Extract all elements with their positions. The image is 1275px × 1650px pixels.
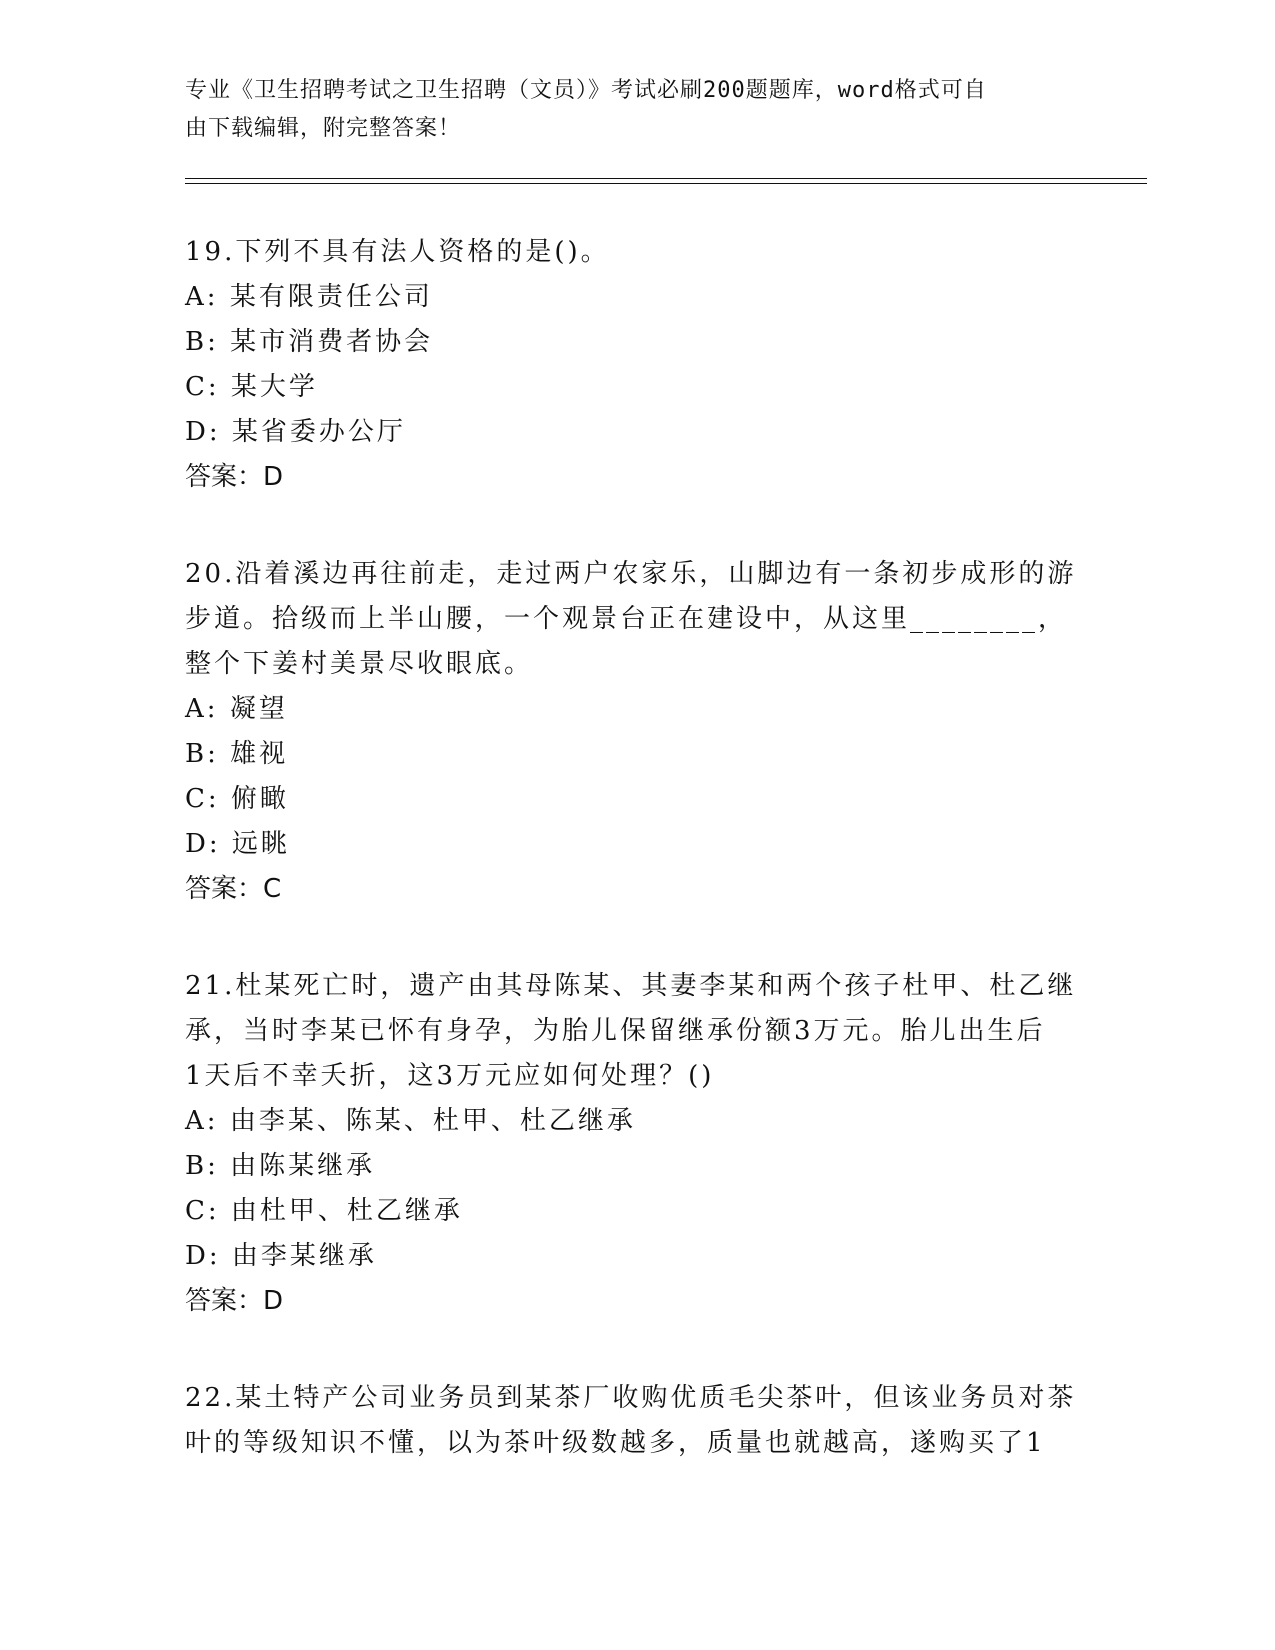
- option-key: D:: [185, 1241, 221, 1271]
- header-rule-bottom: [185, 183, 1147, 184]
- question-19: [185, 230, 1085, 500]
- question-stem-line: 21.杜某死亡时，遗产由其母陈某、其妻李某和两个孩子杜甲、杜乙继: [185, 971, 1077, 1001]
- option-b: [185, 1144, 1085, 1189]
- option-text: 远眺: [231, 829, 290, 859]
- header-line-2: 由下载编辑，附完整答案！: [185, 116, 462, 141]
- option-text: 某省委办公厅: [231, 417, 406, 447]
- option-text: 俯瞰: [230, 784, 289, 814]
- option-text: 某有限责任公司: [229, 282, 433, 312]
- document-header: [185, 72, 1065, 148]
- question-stem-line: 承，当时李某已怀有身孕，为胎儿保留继承份额3万元。胎儿出生后: [185, 1016, 1046, 1046]
- option-key: B:: [185, 327, 219, 357]
- answer-line: 答案：C: [185, 874, 282, 904]
- option-c: [185, 777, 1085, 822]
- option-a: [185, 275, 1085, 320]
- option-a: [185, 1099, 1085, 1144]
- option-b: [185, 320, 1085, 365]
- header-rule-top: [185, 178, 1147, 179]
- question-22: [185, 1376, 1085, 1466]
- option-key: A:: [185, 694, 219, 724]
- option-text: 雄视: [230, 739, 289, 769]
- option-text: 由李某、陈某、杜甲、杜乙继承: [229, 1106, 636, 1136]
- option-d: [185, 410, 1085, 455]
- option-text: 凝望: [229, 694, 288, 724]
- option-d: [185, 1234, 1085, 1279]
- option-c: [185, 365, 1085, 410]
- question-stem-line: 19.下列不具有法人资格的是()。: [185, 237, 610, 267]
- question-stem-line: 22.某土特产公司业务员到某茶厂收购优质毛尖茶叶，但该业务员对茶: [185, 1383, 1077, 1413]
- question-stem-line: 1天后不幸夭折，这3万元应如何处理？(): [185, 1061, 715, 1091]
- option-b: [185, 732, 1085, 777]
- option-key: A:: [185, 1106, 219, 1136]
- question-list: [185, 230, 1085, 1518]
- question-stem-line: 叶的等级知识不懂，以为茶叶级数越多，质量也就越高，遂购买了1: [185, 1428, 1046, 1458]
- option-key: D:: [185, 417, 221, 447]
- option-key: B:: [185, 1151, 219, 1181]
- option-key: C:: [185, 784, 220, 814]
- option-key: C:: [185, 1196, 220, 1226]
- answer-line: 答案：D: [185, 462, 284, 492]
- question-stem-line: 20.沿着溪边再往前走，走过两户农家乐，山脚边有一条初步成形的游: [185, 559, 1077, 589]
- answer-line: 答案：D: [185, 1286, 284, 1316]
- question-stem-line: 整个下姜村美景尽收眼底。: [185, 649, 534, 679]
- header-line-1: 专业《卫生招聘考试之卫生招聘（文员）》考试必刷200题题库，word格式可自: [185, 78, 987, 103]
- option-text: 某大学: [230, 372, 318, 402]
- option-key: A:: [185, 282, 219, 312]
- option-d: [185, 822, 1085, 867]
- option-a: [185, 687, 1085, 732]
- question-stem-line: 步道。拾级而上半山腰，一个观景台正在建设中，从这里________，: [185, 604, 1068, 634]
- option-key: B:: [185, 739, 219, 769]
- option-c: [185, 1189, 1085, 1234]
- option-text: 由杜甲、杜乙继承: [230, 1196, 463, 1226]
- option-key: C:: [185, 372, 220, 402]
- option-key: D:: [185, 829, 221, 859]
- option-text: 由陈某继承: [230, 1151, 376, 1181]
- question-20: [185, 552, 1085, 912]
- option-text: 某市消费者协会: [230, 327, 434, 357]
- option-text: 由李某继承: [231, 1241, 377, 1271]
- question-21: [185, 964, 1085, 1324]
